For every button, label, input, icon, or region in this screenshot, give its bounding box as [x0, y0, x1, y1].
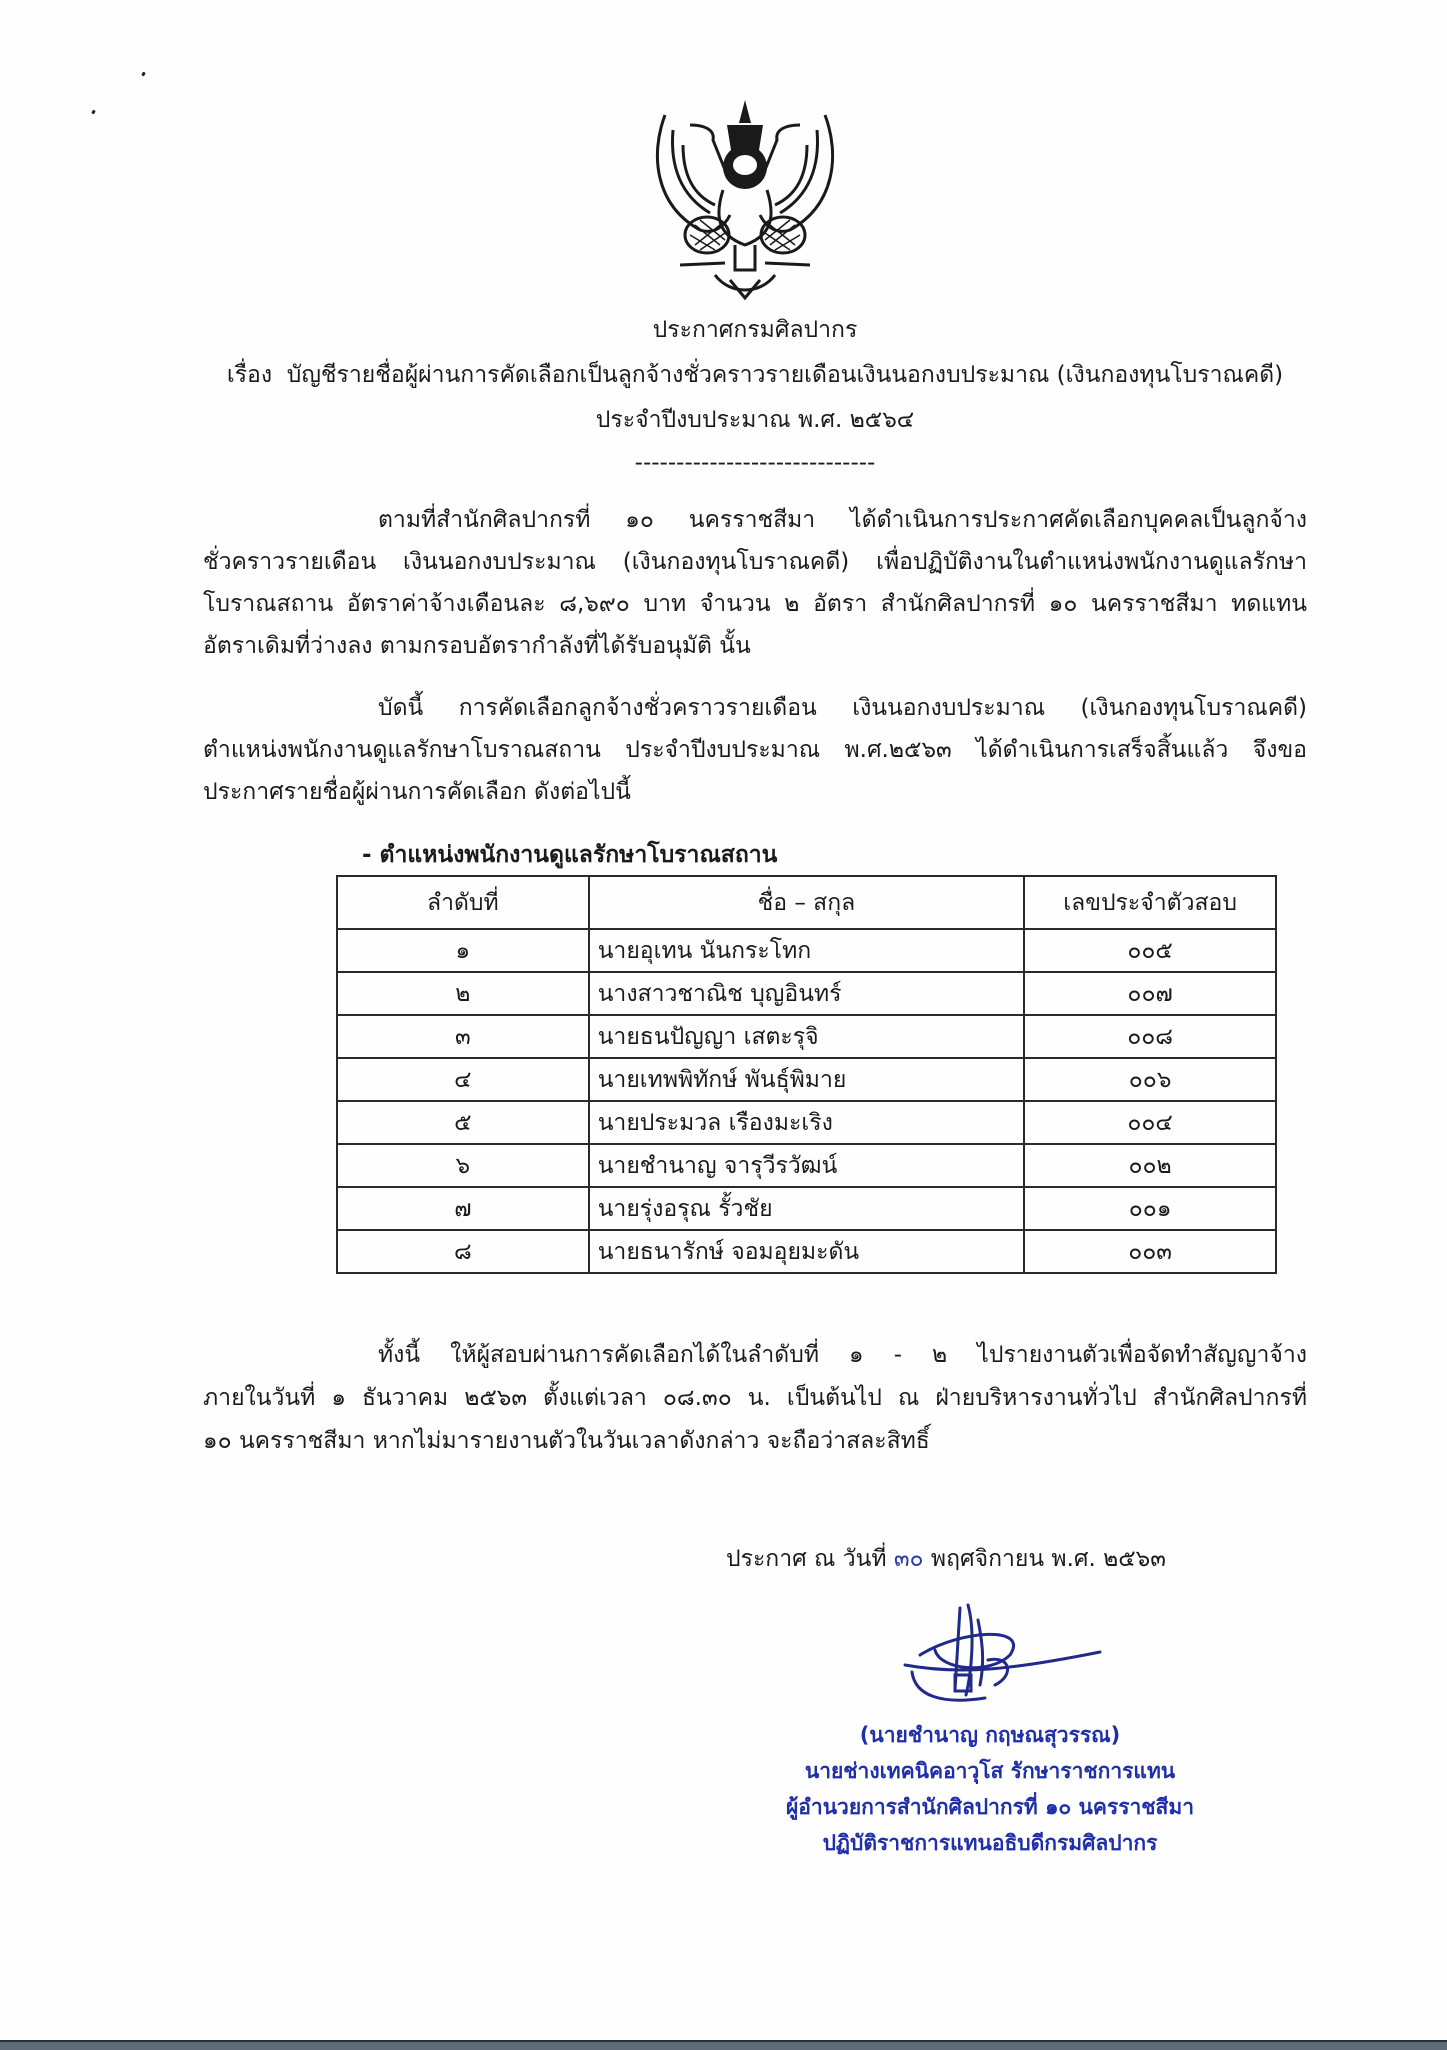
- header-exam-id: เลขประจำตัวสอบ: [1024, 876, 1276, 929]
- row-name: นายรุ่งอรุณ รั้วชัย: [589, 1187, 1025, 1230]
- row-order: ๓: [337, 1015, 589, 1058]
- table-row: [337, 1187, 1276, 1230]
- row-exam-id: ๐๐๗: [1024, 972, 1276, 1015]
- garuda-emblem-icon: [645, 95, 845, 300]
- subject-label: เรื่อง: [226, 362, 273, 388]
- row-name: นายประมวล เรืองมะเริง: [589, 1101, 1025, 1144]
- table-row: [337, 1144, 1276, 1187]
- header-divider: -----------------------------: [634, 450, 876, 476]
- announcement-date: [726, 1544, 1166, 1574]
- date-suffix: พฤศจิกายน พ.ศ. ๒๕๖๓: [930, 1546, 1167, 1572]
- row-name: นายธนปัญญา เสตะรุจิ: [589, 1015, 1025, 1058]
- row-exam-id: ๐๐๖: [1024, 1058, 1276, 1101]
- section-title: - ตำแหน่งพนักงานดูแลรักษาโบราณสถาน: [362, 842, 778, 868]
- row-exam-id: ๐๐๑: [1024, 1187, 1276, 1230]
- paragraph2-line: ประกาศรายชื่อผู้ผ่านการคัดเลือก ดังต่อไปนี้: [203, 779, 631, 805]
- scan-speck: [91, 110, 96, 115]
- scan-speck: [141, 72, 146, 77]
- table-header-row: [337, 876, 1276, 929]
- paragraph1-line: ชั่วคราวรายเดือน เงินนอกงบประมาณ (เงินกองทุนโบราณคดี) เพื่อปฏิบัติงานในตำแหน่งพนักงานดูแลรักษา: [203, 549, 1307, 575]
- row-order: ๗: [337, 1187, 589, 1230]
- row-name: นายเทพพิทักษ์ พันธุ์พิมาย: [589, 1058, 1025, 1101]
- header-order: ลำดับที่: [337, 876, 589, 929]
- paragraph3-line: ทั้งนี้ ให้ผู้สอบผ่านการคัดเลือกได้ในลำดับที่ ๑ - ๒ ไปรายงานตัวเพื่อจัดทำสัญญาจ้าง: [378, 1342, 1307, 1368]
- table-row: [337, 929, 1276, 972]
- date-prefix: ประกาศ ณ วันที่: [726, 1546, 887, 1572]
- paragraph1-line: โบราณสถาน อัตราค่าจ้างเดือนละ ๘,๖๙๐ บาท จำนวน ๒ อัตรา สำนักศิลปากรที่ ๑๐ นครราชสีมา ทดแทน: [203, 591, 1307, 617]
- table-row: [337, 1015, 1276, 1058]
- subject-text: บัญชีรายชื่อผู้ผ่านการคัดเลือกเป็นลูกจ้างชั่วคราวรายเดือนเงินนอกงบประมาณ (เงินกองทุนโบราณคดี): [286, 362, 1284, 388]
- signer-title-3: ปฏิบัติราชการแทนอธิบดีกรมศิลปากร: [822, 1831, 1158, 1855]
- row-exam-id: ๐๐๔: [1024, 1101, 1276, 1144]
- date-day: ๓๐: [893, 1546, 924, 1572]
- row-name: นายธนารักษ์ จอมอุยมะดัน: [589, 1230, 1025, 1273]
- paragraph1-line: อัตราเดิมที่ว่างลง ตามกรอบอัตรากำลังที่ได้รับอนุมัติ นั้น: [203, 633, 751, 659]
- signer-title-1: นายช่างเทคนิคอาวุโส รักษาราชการแทน: [804, 1759, 1176, 1783]
- row-name: นางสาวชาณิช บุญอินทร์: [589, 972, 1025, 1015]
- table-row: [337, 1058, 1276, 1101]
- subject-line: [180, 360, 1330, 390]
- paragraph3-line: ๑๐ นครราชสีมา หากไม่มารายงานตัวในวันเวลาดังกล่าว จะถือว่าสละสิทธิ์: [203, 1428, 930, 1454]
- row-order: ๔: [337, 1058, 589, 1101]
- row-exam-id: ๐๐๒: [1024, 1144, 1276, 1187]
- issuer-title: ประกาศกรมศิลปากร: [652, 317, 858, 343]
- row-exam-id: ๐๐๘: [1024, 1015, 1276, 1058]
- fiscal-year: ประจำปีงบประมาณ พ.ศ. ๒๕๖๔: [595, 407, 915, 433]
- table-row: [337, 1101, 1276, 1144]
- signature-icon: [900, 1600, 1110, 1720]
- row-exam-id: ๐๐๕: [1024, 929, 1276, 972]
- paragraph2-line: ตำแหน่งพนักงานดูแลรักษาโบราณสถาน ประจำปีงบประมาณ พ.ศ.๒๕๖๓ ได้ดำเนินการเสร็จสิ้นแล้ว จึงขอ: [203, 737, 1307, 763]
- row-order: ๒: [337, 972, 589, 1015]
- signer-name: (นายชำนาญ กฤษณสุวรรณ): [859, 1723, 1121, 1747]
- paragraph2-line: บัดนี้ การคัดเลือกลูกจ้างชั่วคราวรายเดือน เงินนอกงบประมาณ (เงินกองทุนโบราณคดี): [378, 695, 1307, 721]
- row-order: ๑: [337, 929, 589, 972]
- row-name: นายชำนาญ จารุวีรวัฒน์: [589, 1144, 1025, 1187]
- results-table: [336, 875, 1277, 1274]
- row-exam-id: ๐๐๓: [1024, 1230, 1276, 1273]
- paragraph1-line: ตามที่สำนักศิลปากรที่ ๑๐ นครราชสีมา ได้ดำเนินการประกาศคัดเลือกบุคคลเป็นลูกจ้าง: [378, 507, 1307, 533]
- paragraph3-line: ภายในวันที่ ๑ ธันวาคม ๒๕๖๓ ตั้งแต่เวลา ๐๘.๓๐ น. เป็นต้นไป ณ ฝ่ายบริหารงานทั่วไป สำนักศิลปากรที่: [203, 1385, 1307, 1411]
- row-order: ๕: [337, 1101, 589, 1144]
- table-row: [337, 1230, 1276, 1273]
- signer-title-2: ผู้อำนวยการสำนักศิลปากรที่ ๑๐ นครราชสีมา: [785, 1795, 1194, 1819]
- row-order: ๘: [337, 1230, 589, 1273]
- header-name: ชื่อ – สกุล: [589, 876, 1025, 929]
- row-name: นายอุเทน นันกระโทก: [589, 929, 1025, 972]
- row-order: ๖: [337, 1144, 589, 1187]
- table-row: [337, 972, 1276, 1015]
- scan-edge: [0, 2040, 1447, 2050]
